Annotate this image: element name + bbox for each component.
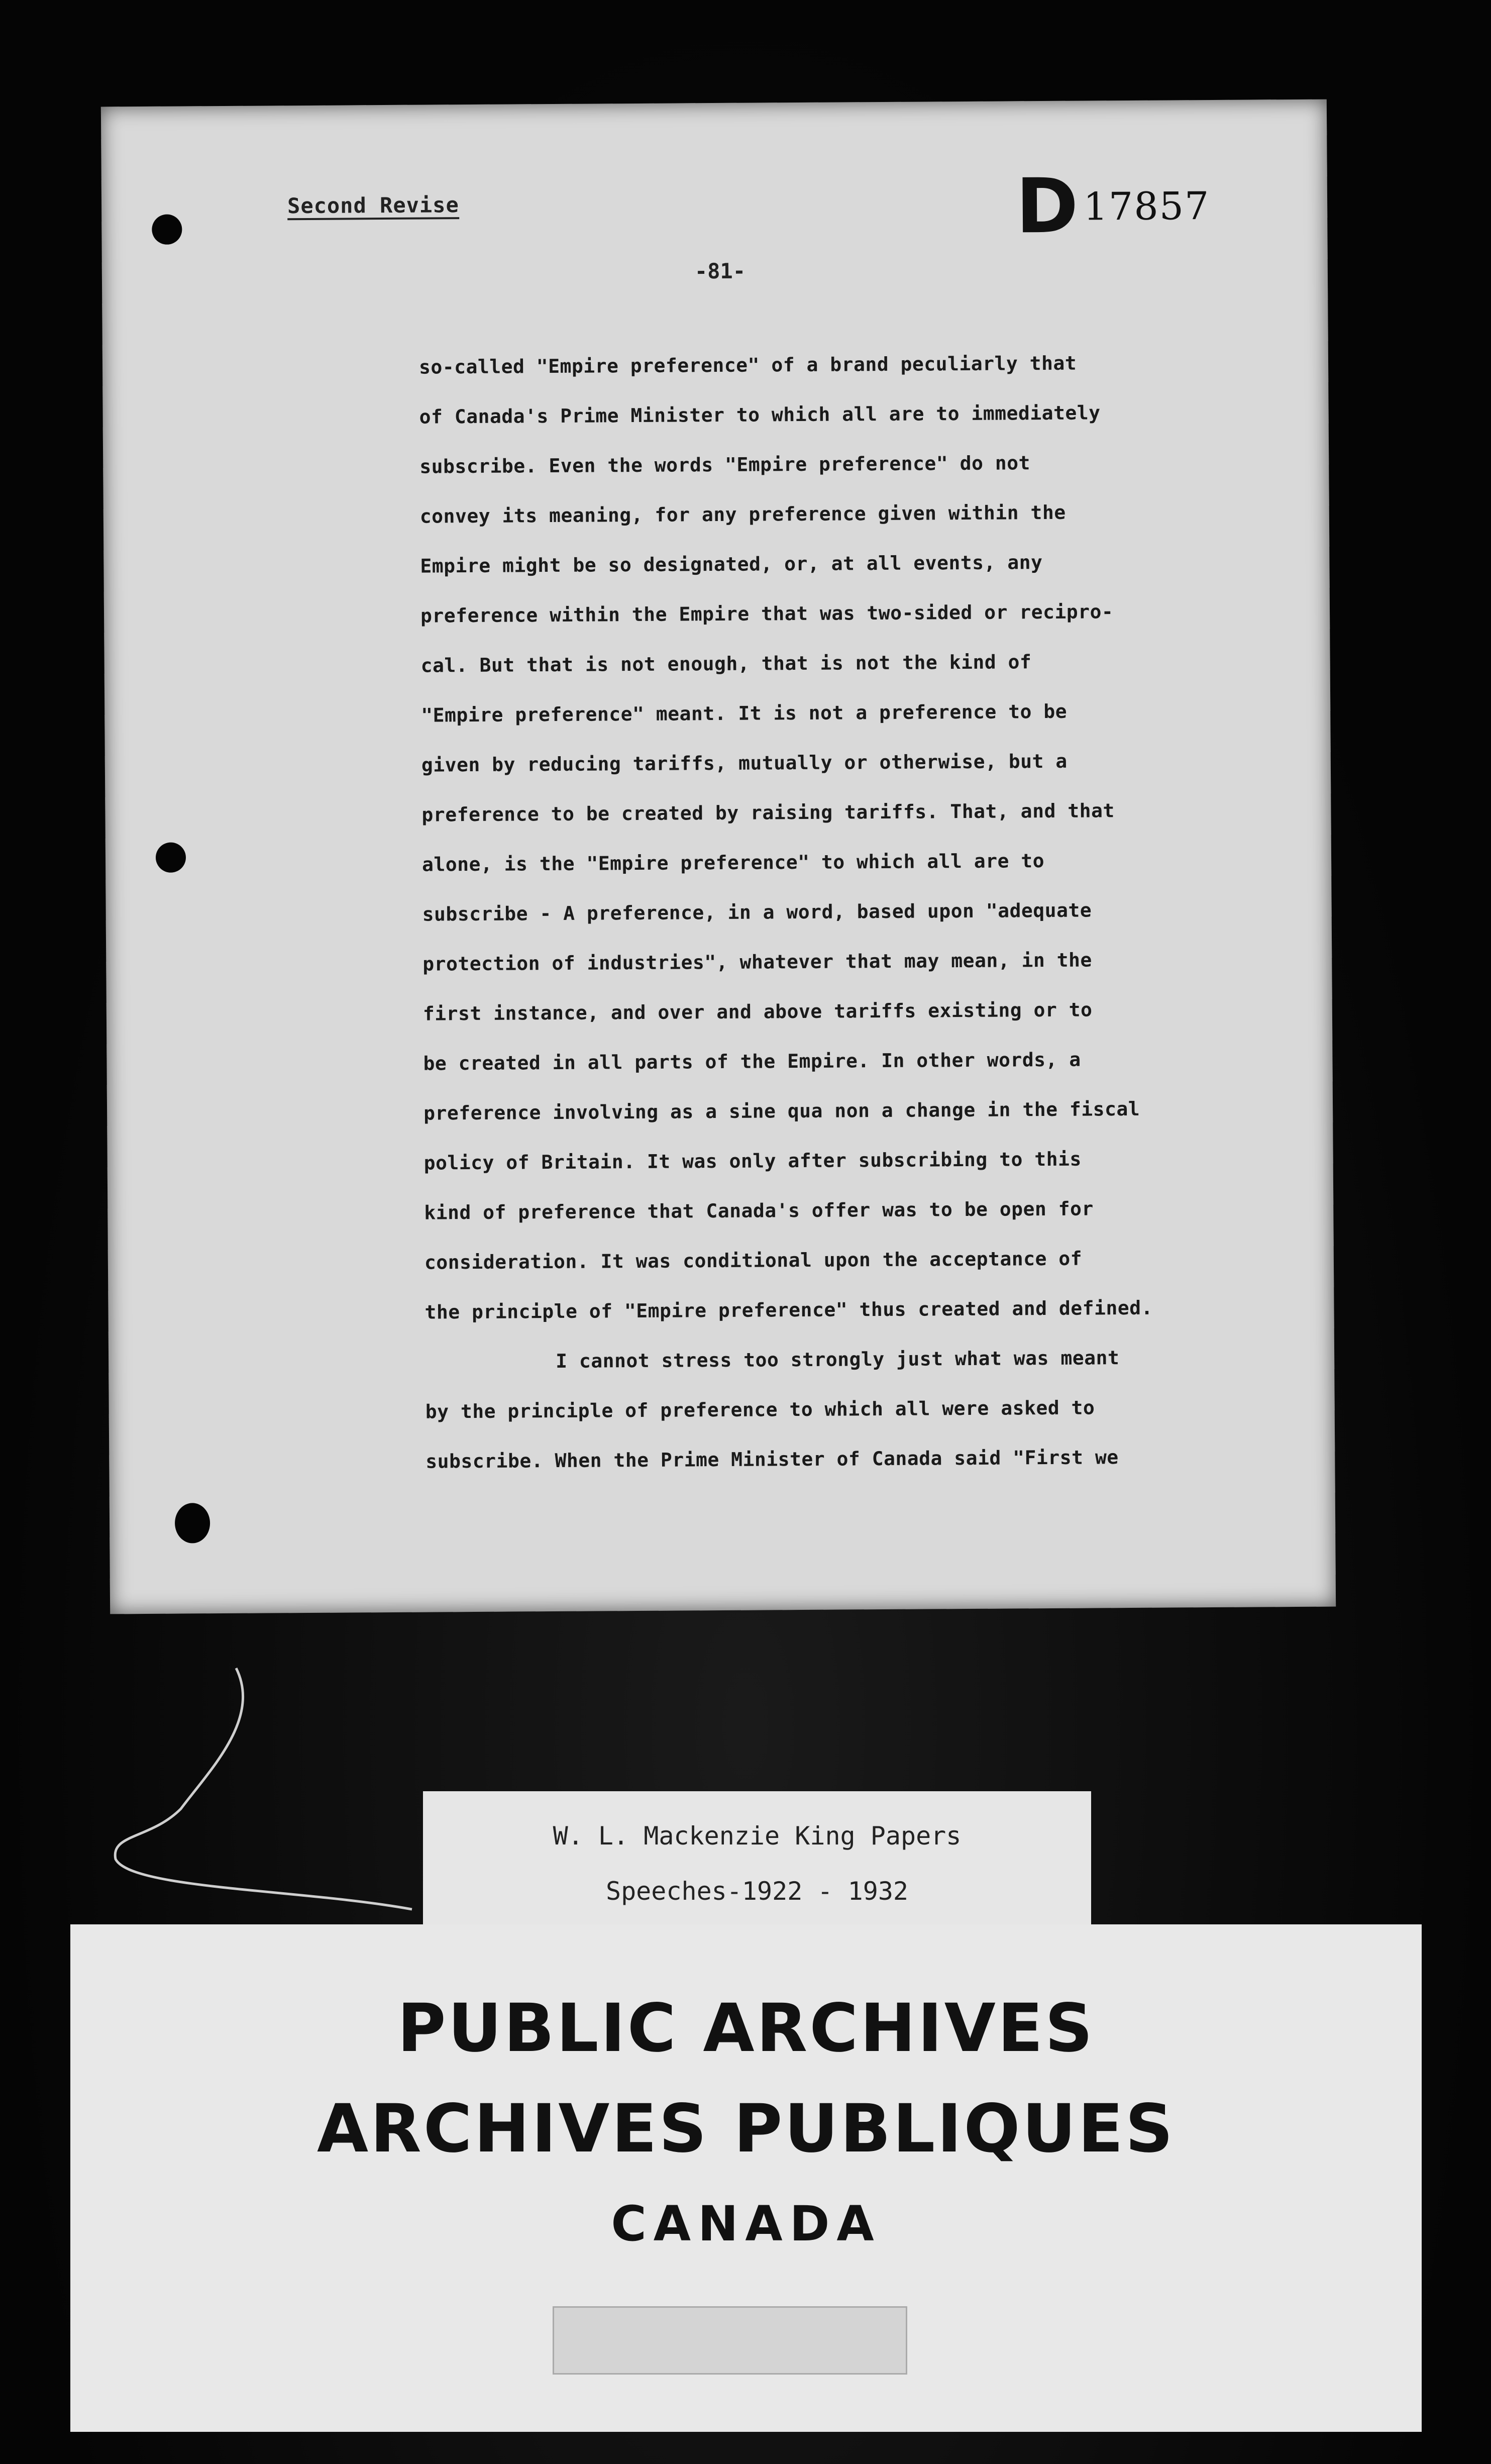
text-line: by the principle of preference to which all were asked to: [425, 1396, 1095, 1423]
text-line: subscribe. When the Prime Minister of Canada said "First we: [425, 1446, 1119, 1473]
archive-line-french: ARCHIVES PUBLIQUES: [316, 2090, 1175, 2168]
text-line: policy of Britain. It was only after subscribing to this: [423, 1148, 1082, 1174]
text-line: kind of preference that Canada's offer was to be open for: [424, 1197, 1094, 1224]
text-line: cal. But that is not enough, that is not the kind of: [420, 651, 1032, 677]
text-line: subscribe. Even the words "Empire preference" do not: [419, 452, 1031, 478]
text-line-indented: I cannot stress too strongly just what was meant: [555, 1347, 1120, 1372]
text-line: alone, is the "Empire preference" to which all are to: [421, 850, 1045, 876]
punch-hole-top: [152, 214, 182, 244]
collection-name: W. L. Mackenzie King Papers: [553, 1821, 962, 1851]
text-line: preference within the Empire that was two-sided or recipro-: [420, 600, 1114, 627]
document-number-stamp: [1015, 162, 1210, 251]
text-line: preference involving as a sine qua non a change in the fiscal: [423, 1097, 1140, 1124]
label-tab: [553, 2306, 907, 2375]
text-line: the principle of "Empire preference" thus created and defined.: [424, 1296, 1153, 1323]
text-line: subscribe - A preference, in a word, based upon "adequate: [422, 899, 1092, 926]
text-line: convey its meaning, for any preference given within the: [419, 501, 1066, 528]
text-line: first instance, and over and above tariffs existing or to: [422, 998, 1093, 1025]
punch-hole-middle: [156, 842, 186, 872]
page-number: -81-: [694, 258, 746, 284]
text-line: protection of industries", whatever that may mean, in the: [422, 949, 1092, 975]
archive-line-country: CANADA: [611, 2196, 881, 2252]
text-line: given by reducing tariffs, mutually or otherwise, but a: [421, 750, 1068, 776]
text-line: so-called "Empire preference" of a brand peculiarly that: [418, 352, 1077, 378]
text-line: of Canada's Prime Minister to which all are to immediately: [419, 401, 1101, 428]
text-line: preference to be created by raising tariffs. That, and that: [421, 799, 1115, 826]
document-number: 17857: [1083, 183, 1210, 229]
text-line: be created in all parts of the Empire. In other words, a: [423, 1048, 1081, 1075]
stamp-letter: D: [1015, 162, 1079, 251]
text-line: consideration. It was conditional upon the acceptance of: [424, 1247, 1083, 1274]
archive-line-english: PUBLIC ARCHIVES: [397, 1990, 1095, 2067]
text-line: "Empire preference" meant. It is not a preference to be: [421, 700, 1068, 727]
typed-page: [101, 99, 1336, 1614]
series-name: Speeches-1922 - 1932: [605, 1877, 909, 1906]
collection-label: [423, 1791, 1091, 1927]
body-text: [419, 351, 1230, 1500]
punch-hole-bottom: [175, 1503, 210, 1543]
text-line: Empire might be so designated, or, at all events, any: [420, 551, 1043, 577]
revision-label: Second Revise: [287, 192, 459, 220]
